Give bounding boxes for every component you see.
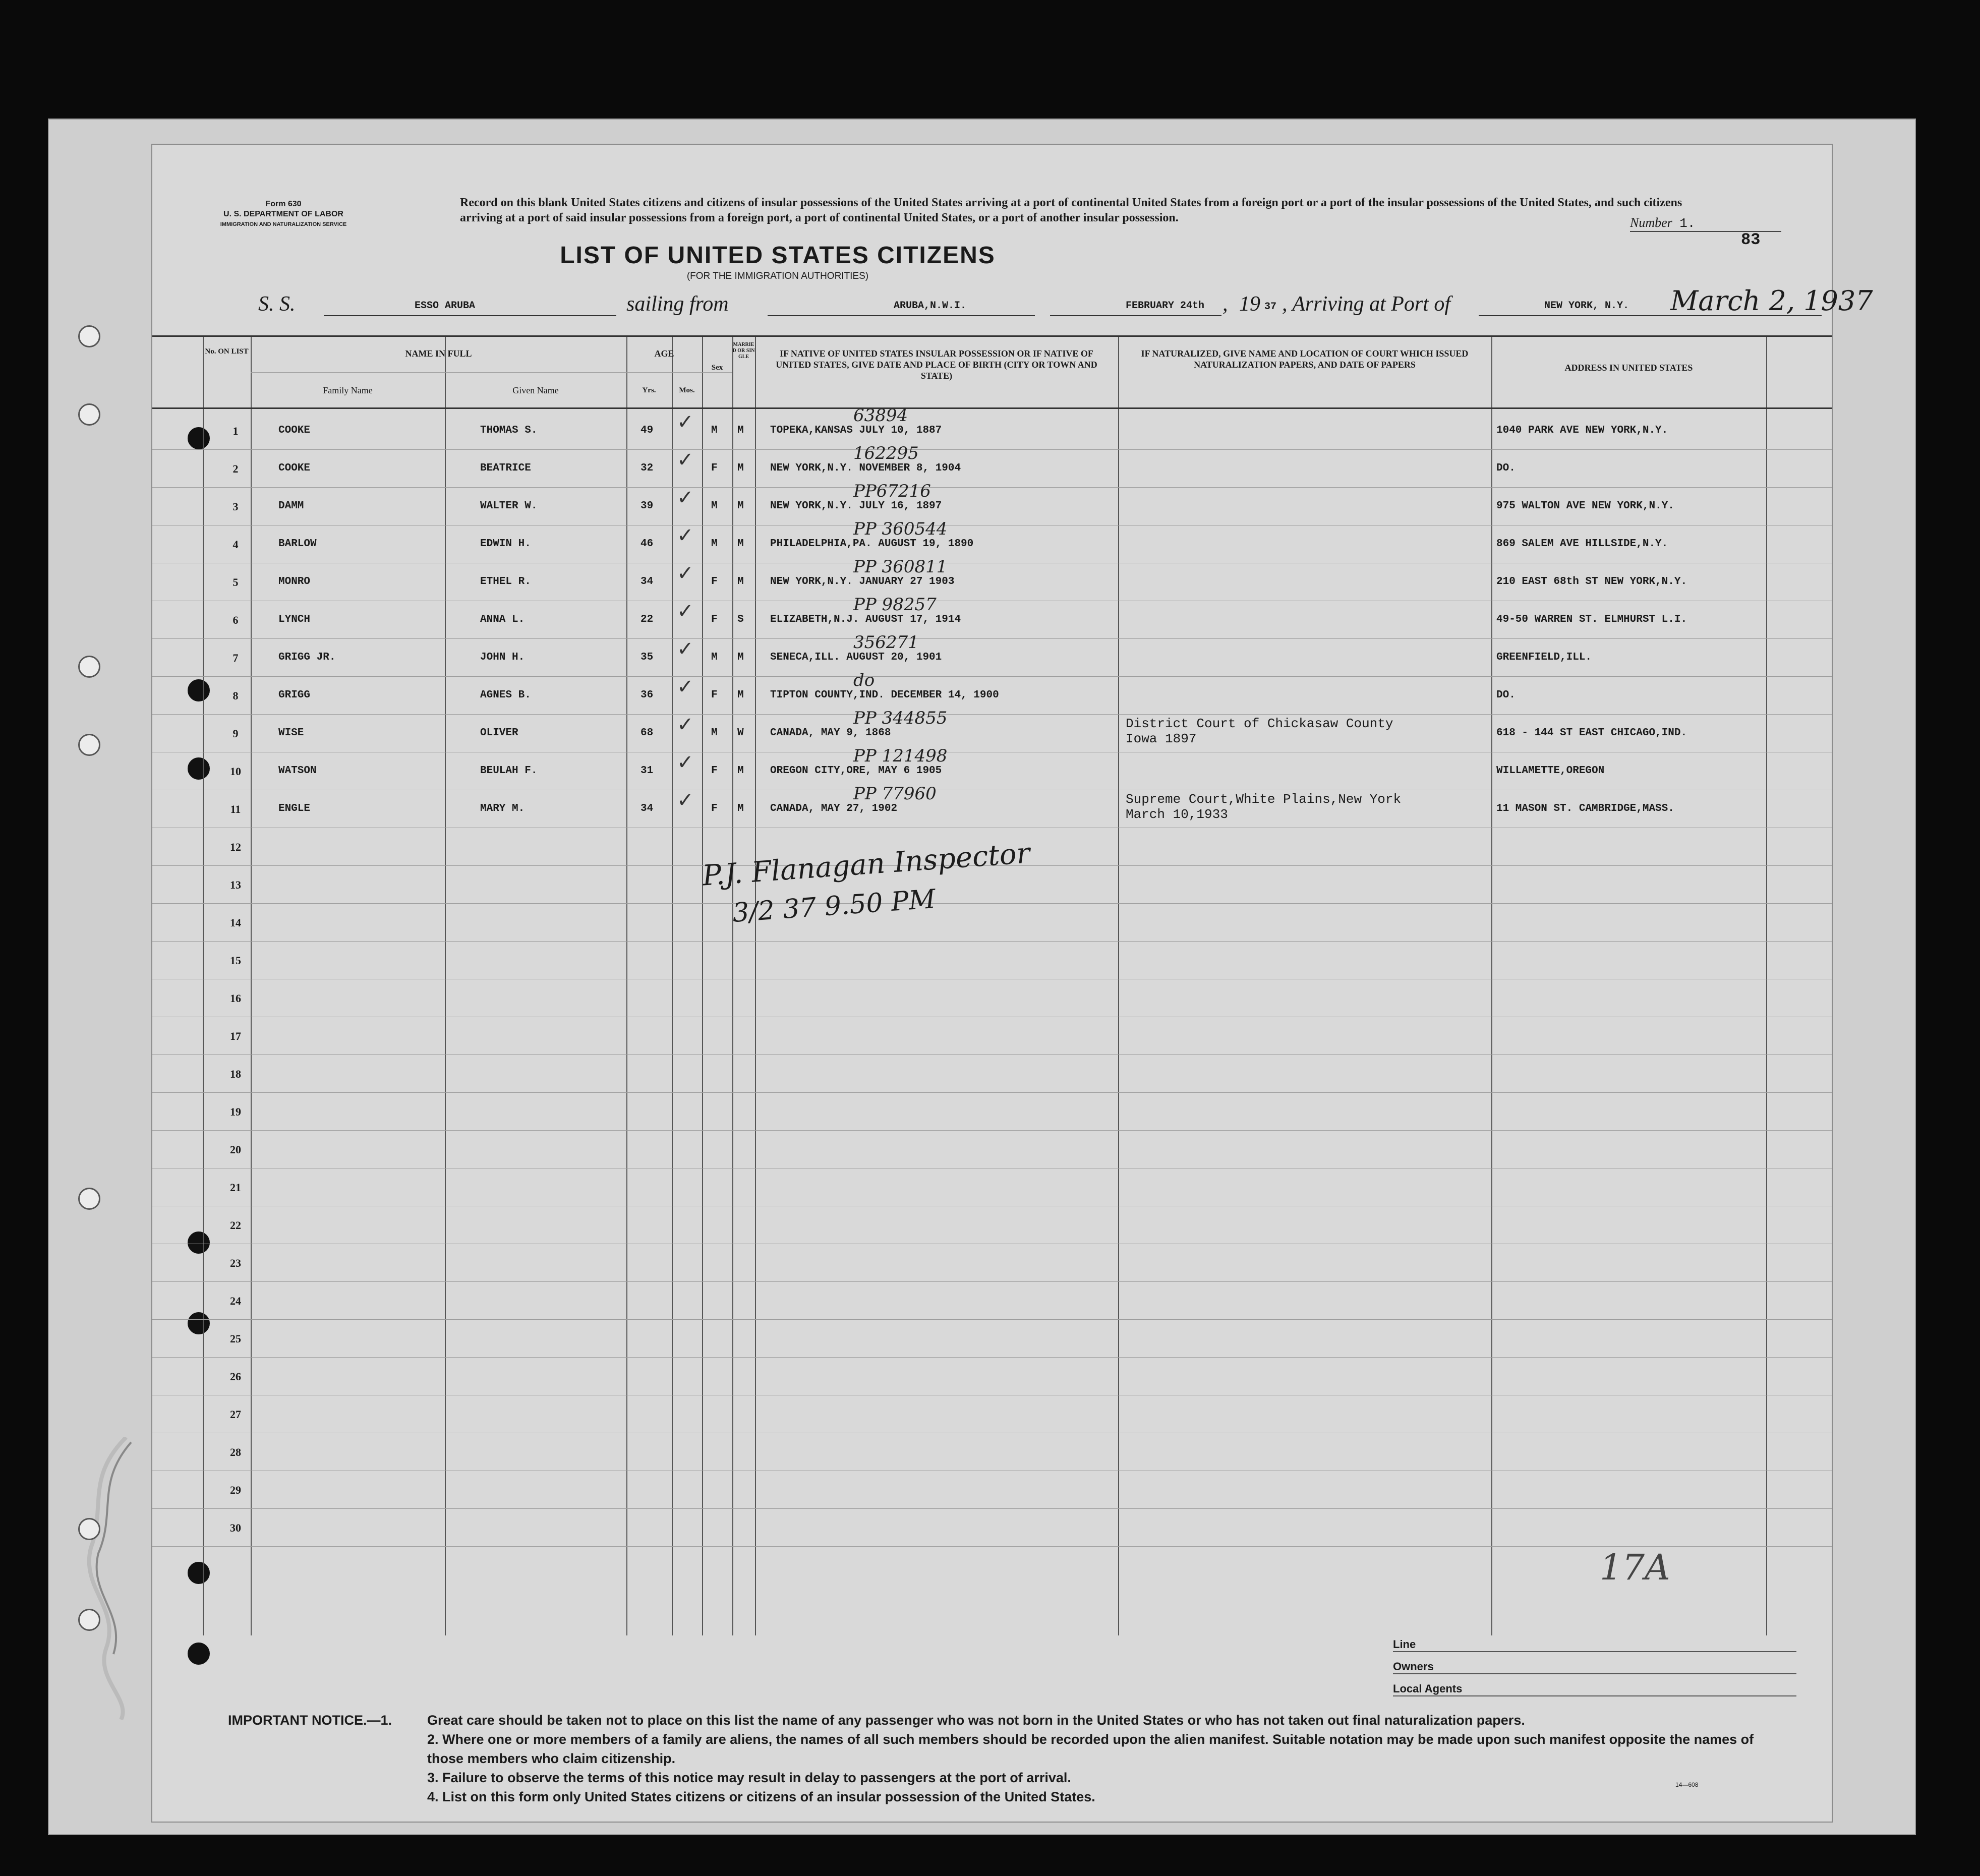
punch-hole: [78, 1518, 100, 1540]
row-number: 6: [232, 614, 239, 626]
row-number: 13: [230, 878, 241, 891]
arrival-date-handwritten: March 2, 1937: [1670, 285, 1873, 317]
birth-place-date-cell: OREGON CITY,ORE, MAY 6 1905: [770, 765, 942, 777]
family-name-cell: WISE: [278, 727, 304, 739]
punch-hole: [78, 656, 100, 678]
address-cell: DO.: [1496, 462, 1516, 474]
sex-cell: M: [711, 652, 718, 663]
row-number: 21: [230, 1181, 241, 1194]
age-cell: 39: [640, 500, 654, 512]
corner-annotation: 17A: [1600, 1547, 1670, 1588]
birth-place-date-cell: CANADA, MAY 9, 1868: [770, 727, 891, 739]
punch-hole: [78, 325, 100, 347]
sex-cell: F: [711, 689, 718, 701]
line-field: [1393, 1638, 1796, 1652]
given-name-cell: OLIVER: [480, 727, 518, 739]
row-number: 10: [230, 765, 241, 778]
notice-1: Great care should be taken not to place on this list the name of any passenger who was not born in the United States or who has not taken out final naturalization papers.: [427, 1713, 1525, 1728]
check-mark-icon: ✓: [677, 562, 694, 585]
birth-place-date-cell: NEW YORK,N.Y. JANUARY 27 1903: [770, 576, 955, 588]
family-name-cell: WATSON: [278, 765, 317, 777]
naturalization-court-cell: District Court of Chickasaw County: [1126, 716, 1393, 731]
passport-number-handwritten: 162295: [853, 443, 919, 463]
notice-3: 3. Failure to observe the terms of this notice may result in delay to passengers at the port of arrival.: [427, 1770, 1071, 1785]
agents-field: [1393, 1682, 1796, 1696]
check-mark-icon: ✓: [677, 448, 694, 472]
age-cell: 34: [640, 803, 654, 814]
owners-label: Owners: [1393, 1660, 1434, 1673]
row-number: 20: [230, 1143, 241, 1156]
number-label: Number: [1630, 215, 1672, 230]
marital-status-cell: M: [737, 652, 744, 663]
notice-2: 2. Where one or more members of a family are aliens, the names of all such members should be recorded upon the alien manifest. Suitable notation may be made upon such manifest opposite the names of those members who claim citizenship.: [427, 1732, 1754, 1766]
row-number: 27: [230, 1408, 241, 1421]
header-yrs: Yrs.: [642, 386, 656, 394]
marital-status-cell: M: [737, 500, 744, 512]
row-number: 5: [232, 576, 239, 589]
check-mark-icon: ✓: [677, 675, 694, 698]
header-given-name: Given Name: [512, 385, 559, 395]
check-mark-icon: ✓: [677, 637, 694, 661]
check-mark-icon: ✓: [677, 486, 694, 509]
given-name-cell: MARY M.: [480, 803, 525, 814]
age-cell: 32: [640, 462, 654, 474]
row-number: 1: [232, 425, 239, 437]
given-name-cell: ETHEL R.: [480, 576, 531, 588]
marital-status-cell: W: [737, 727, 744, 739]
birth-place-date-cell: ELIZABETH,N.J. AUGUST 17, 1914: [770, 614, 961, 625]
form-code: 14—608: [1675, 1781, 1699, 1788]
header-naturalized: IF NATURALIZED, GIVE NAME AND LOCATION OF COURT WHICH ISSUED NATURALIZATION PAPERS, AND DATE OF PAPERS: [1141, 348, 1469, 370]
year-prefix: 19: [1239, 292, 1260, 316]
departure-date: FEBRUARY 24th: [1126, 300, 1205, 312]
check-mark-icon: ✓: [677, 411, 694, 434]
departure-port: ARUBA,N.W.I.: [894, 300, 967, 312]
sex-cell: M: [711, 425, 718, 436]
form-footer: [152, 1635, 1832, 1822]
passport-number-handwritten: PP 121498: [853, 746, 948, 766]
address-cell: 1040 PARK AVE NEW YORK,N.Y.: [1496, 425, 1668, 436]
passport-number-handwritten: PP 360544: [853, 519, 948, 539]
birth-place-date-cell: CANADA, MAY 27, 1902: [770, 803, 898, 814]
marital-status-cell: S: [737, 614, 744, 625]
header-married: MARRIED OR SINGLE: [732, 342, 755, 360]
address-cell: GREENFIELD,ILL.: [1496, 652, 1592, 663]
sailing-label: sailing from: [626, 292, 729, 316]
record-instruction: Record on this blank United States citizens and citizens of insular possessions of the United States arriving at a port of continental United States from a foreign port or a port of the insular possessions of the United States, and such citizens arriving at a port of said insular possessions from a foreign port, a port of continental United States, or a port of another insular possession.: [460, 196, 1682, 224]
family-name-cell: GRIGG: [278, 689, 311, 701]
marital-status-cell: M: [737, 462, 744, 474]
marital-status-cell: M: [737, 803, 744, 814]
punch-hole: [78, 403, 100, 426]
agents-label: Local Agents: [1393, 1682, 1463, 1695]
row-number: 9: [232, 727, 239, 740]
row-number: 18: [230, 1068, 241, 1080]
ss-label: S. S.: [258, 292, 296, 316]
row-number: 30: [230, 1521, 241, 1534]
row-number: 3: [232, 500, 239, 513]
naturalization-court-cell: Supreme Court,White Plains,New York: [1126, 792, 1402, 807]
row-number: 25: [230, 1332, 241, 1345]
check-mark-icon: ✓: [677, 524, 694, 547]
manifest-form: [151, 144, 1873, 1823]
age-cell: 34: [640, 576, 654, 588]
sex-cell: F: [711, 462, 718, 474]
check-mark-icon: ✓: [677, 751, 694, 774]
family-name-cell: ENGLE: [278, 803, 311, 814]
row-number: 7: [232, 652, 239, 664]
service-name: IMMIGRATION AND NATURALIZATION SERVICE: [220, 221, 347, 227]
row-number: 17: [230, 1030, 241, 1042]
sex-cell: F: [711, 765, 718, 777]
owners-field: [1393, 1660, 1796, 1674]
given-name-cell: ANNA L.: [480, 614, 525, 625]
family-name-cell: BARLOW: [278, 538, 317, 550]
punch-hole: [78, 1188, 100, 1210]
row-number: 8: [232, 689, 239, 702]
age-cell: 31: [640, 765, 654, 777]
given-name-cell: WALTER W.: [480, 500, 538, 512]
passport-number-handwritten: PP 98257: [853, 595, 937, 615]
punch-hole: [78, 734, 100, 756]
birth-place-date-cell: TIPTON COUNTY,IND. DECEMBER 14, 1900: [770, 689, 999, 701]
check-mark-icon: ✓: [677, 600, 694, 623]
age-cell: 68: [640, 727, 654, 739]
address-cell: 210 EAST 68th ST NEW YORK,N.Y.: [1496, 576, 1687, 588]
passport-number-handwritten: PP 360811: [853, 557, 948, 577]
birth-place-date-cell: NEW YORK,N.Y. NOVEMBER 8, 1904: [770, 462, 961, 474]
marital-status-cell: M: [737, 765, 744, 777]
passenger-table: [152, 335, 1832, 1635]
arriving-label: , Arriving at Port of: [1282, 292, 1451, 316]
birth-place-date-cell: TOPEKA,KANSAS JULY 10, 1887: [770, 425, 942, 436]
birth-place-date-cell: PHILADELPHIA,PA. AUGUST 19, 1890: [770, 538, 974, 550]
number-value: 1.: [1679, 216, 1696, 231]
row-number: 26: [230, 1370, 241, 1383]
row-number: 22: [230, 1219, 241, 1232]
header-birth: IF NATIVE OF UNITED STATES INSULAR POSSESSION OR IF NATIVE OF UNITED STATES, GIVE DATE AND PLACE OF BIRTH (CITY OR TOWN AND STATE): [776, 348, 1097, 381]
address-cell: 618 - 144 ST EAST CHICAGO,IND.: [1496, 727, 1687, 739]
marital-status-cell: M: [737, 576, 744, 588]
given-name-cell: BEATRICE: [480, 462, 531, 474]
punch-hole: [78, 1609, 100, 1631]
notice-4: 4. List on this form only United States citizens or citizens of an insular possession of the United States.: [427, 1789, 1095, 1804]
address-cell: WILLAMETTE,OREGON: [1496, 765, 1605, 777]
binding-string: [76, 1437, 146, 1720]
voyage-line: S. S. ESSO ARUBA sailing from ARUBA,N.W.I. FEBRUARY 24th , 19 37 , Arriving at Port of NEW YORK, N.Y. March 2, 1937: [258, 285, 1873, 317]
page-stamp: 83: [1741, 230, 1761, 249]
row-number: 23: [230, 1257, 241, 1269]
year-suffix: 37: [1264, 301, 1277, 313]
family-name-cell: MONRO: [278, 576, 311, 588]
ship-name: ESSO ARUBA: [415, 300, 476, 312]
marital-status-cell: M: [737, 538, 744, 550]
passport-number-handwritten: PP 344855: [853, 708, 948, 728]
naturalization-date-cell: Iowa 1897: [1126, 731, 1197, 746]
given-name-cell: THOMAS S.: [480, 425, 538, 436]
family-name-cell: DAMM: [278, 500, 304, 512]
family-name-cell: COOKE: [278, 425, 311, 436]
birth-place-date-cell: NEW YORK,N.Y. JULY 16, 1897: [770, 500, 942, 512]
row-number: 12: [230, 841, 241, 853]
age-cell: 49: [640, 425, 654, 436]
given-name-cell: EDWIN H.: [480, 538, 531, 550]
important-notice: [228, 1711, 1791, 1806]
sex-cell: F: [711, 614, 718, 625]
row-number: 2: [232, 462, 239, 475]
header-address: ADDRESS IN UNITED STATES: [1564, 363, 1693, 373]
row-number: 19: [230, 1105, 241, 1118]
check-mark-icon: ✓: [677, 789, 694, 812]
arrival-port: NEW YORK, N.Y.: [1544, 300, 1629, 312]
line-label: Line: [1393, 1638, 1416, 1651]
age-cell: 46: [640, 538, 654, 550]
passport-number-handwritten: 356271: [853, 632, 919, 653]
row-number: 24: [230, 1295, 241, 1307]
age-cell: 35: [640, 652, 654, 663]
sex-cell: M: [711, 500, 718, 512]
row-number: 11: [230, 803, 241, 815]
given-name-cell: AGNES B.: [480, 689, 531, 701]
sex-cell: M: [711, 538, 718, 550]
address-cell: 11 MASON ST. CAMBRIDGE,MASS.: [1496, 803, 1674, 814]
family-name-cell: GRIGG JR.: [278, 652, 336, 663]
row-number: 4: [232, 538, 239, 551]
family-name-cell: COOKE: [278, 462, 311, 474]
header-mos: Mos.: [679, 386, 695, 394]
sex-cell: M: [711, 727, 718, 739]
address-cell: 869 SALEM AVE HILLSIDE,N.Y.: [1496, 538, 1668, 550]
birth-place-date-cell: SENECA,ILL. AUGUST 20, 1901: [770, 652, 942, 663]
address-cell: 49-50 WARREN ST. ELMHURST L.I.: [1496, 614, 1687, 625]
check-mark-icon: ✓: [677, 713, 694, 736]
age-cell: 36: [640, 689, 654, 701]
header-no: No. ON LIST: [205, 347, 249, 356]
header-age: AGE: [654, 348, 674, 359]
given-name-cell: JOHN H.: [480, 652, 525, 663]
header-name-in-full: NAME IN FULL: [405, 348, 472, 359]
page-subtitle: (FOR THE IMMIGRATION AUTHORITIES): [686, 271, 869, 281]
marital-status-cell: M: [737, 689, 744, 701]
department-name: U. S. DEPARTMENT OF LABOR: [223, 210, 343, 218]
passport-number-handwritten: 63894: [853, 405, 908, 426]
form-identifier: [198, 199, 369, 229]
form-number: Form 630: [265, 200, 302, 208]
passport-number-handwritten: PP 77960: [853, 784, 937, 804]
row-number: 14: [230, 916, 241, 929]
age-cell: 22: [640, 614, 654, 625]
sex-cell: F: [711, 576, 718, 588]
list-number: [1630, 215, 1781, 232]
passport-number-handwritten: do: [853, 670, 875, 690]
row-number: 15: [230, 954, 241, 967]
inspector-signature: P.J. Flanagan Inspector: [701, 837, 1031, 893]
notice-lead: IMPORTANT NOTICE.—1.: [228, 1713, 392, 1728]
row-number: 28: [230, 1446, 241, 1458]
marital-status-cell: M: [737, 425, 744, 436]
header-sex: Sex: [711, 364, 723, 372]
row-number: 16: [230, 992, 241, 1005]
naturalization-date-cell: March 10,1933: [1126, 807, 1228, 822]
address-cell: DO.: [1496, 689, 1516, 701]
inspection-time: 3/2 37 9.50 PM: [731, 884, 937, 928]
address-cell: 975 WALTON AVE NEW YORK,N.Y.: [1496, 500, 1674, 512]
row-number: 29: [230, 1484, 241, 1496]
passport-number-handwritten: PP67216: [853, 481, 931, 501]
sex-cell: F: [711, 803, 718, 814]
header-family-name: Family Name: [323, 385, 373, 395]
family-name-cell: LYNCH: [278, 614, 311, 625]
page-title: LIST OF UNITED STATES CITIZENS: [560, 242, 996, 269]
given-name-cell: BEULAH F.: [480, 765, 538, 777]
